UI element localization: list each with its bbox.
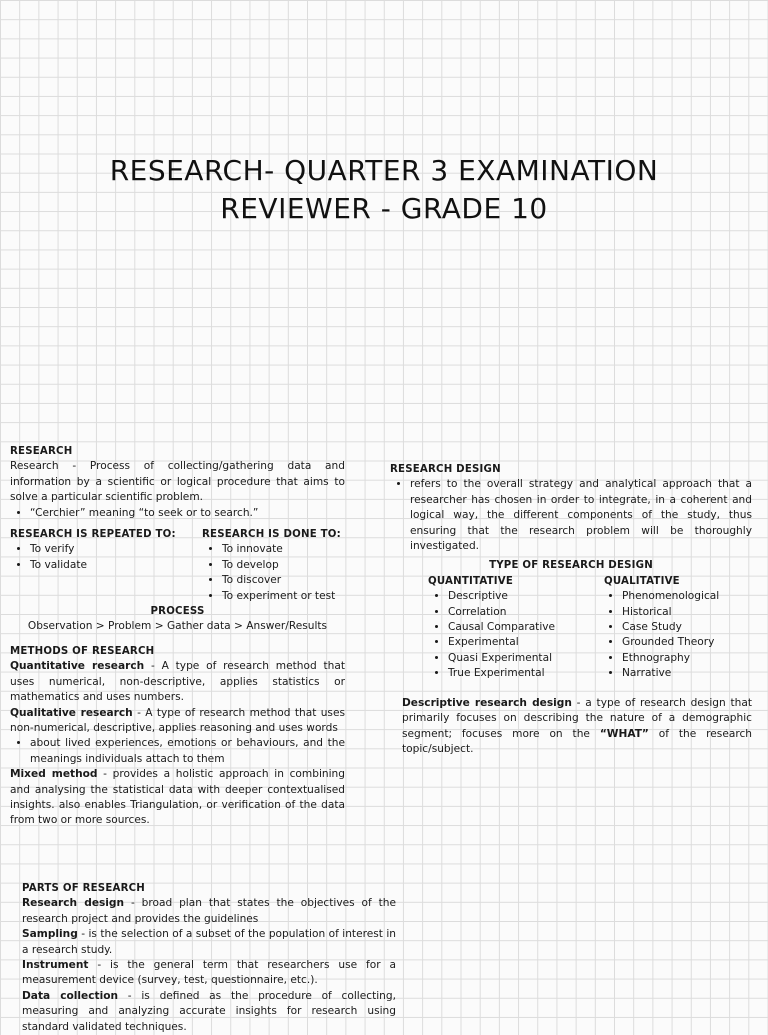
etymology-item: • “Cerchier” meaning “to seek or to search.” xyxy=(30,506,345,521)
done-list xyxy=(202,542,345,604)
parts-heading: PARTS OF RESEARCH xyxy=(22,883,146,894)
list-item: • Grounded Theory xyxy=(622,635,752,650)
qualitative-definition: - A type of research method that uses non-numerical, descriptive, applies reasoning and uses words xyxy=(10,706,345,734)
mixed-method xyxy=(10,767,345,829)
qualitative-list xyxy=(604,589,752,681)
qualitative-bullet: • about lived experiences, emotions or behaviours, and the meanings individuals attach to them xyxy=(30,736,345,767)
repeated-list xyxy=(10,542,202,573)
quantitative-heading: QUANTITATIVE xyxy=(428,575,514,587)
part-item xyxy=(22,989,396,1035)
repeated-heading: RESEARCH IS REPEATED TO: xyxy=(10,529,176,541)
list-item: • Causal Comparative xyxy=(448,620,596,635)
methods-heading: METHODS OF RESEARCH xyxy=(10,645,155,657)
list-item: • To develop xyxy=(222,558,345,573)
research-definition: Research - Process of collecting/gathering data and information by a scientific or logical procedure that aims to solve a particular scientific problem. xyxy=(10,460,345,504)
page-title xyxy=(0,152,768,228)
part-definition: - is the general term that researchers use for a measurement device (survey, test, questionnaire, etc.). xyxy=(22,959,396,987)
list-item: • Experimental xyxy=(448,635,596,650)
part-item xyxy=(22,958,396,989)
descriptive-definition-2: of the research topic/subject. xyxy=(402,727,752,755)
list-item: • Quasi Experimental xyxy=(448,651,596,666)
design-bullet-list xyxy=(390,477,752,554)
part-term: Data collection xyxy=(22,989,119,1002)
part-term: Sampling xyxy=(22,928,78,941)
parts-section xyxy=(22,881,396,1033)
etymology-list xyxy=(10,506,345,521)
process-heading: PROCESS xyxy=(150,606,205,618)
mixed-definition: - provides a holistic approach in combining and analysing the statistical data with deeper contextualised insights. also enables Triangulation, or verification of the data from two or more sources. xyxy=(10,768,345,827)
descriptive-what: “WHAT” xyxy=(599,727,649,740)
part-term: Instrument xyxy=(22,959,89,972)
list-item: • To discover xyxy=(222,573,345,588)
design-types-columns xyxy=(390,574,752,682)
part-item xyxy=(22,896,396,927)
list-item: • Historical xyxy=(622,605,752,620)
qualitative-heading: QUALITATIVE xyxy=(604,575,680,587)
list-item: • Phenomenological xyxy=(622,589,752,604)
research-heading: RESEARCH xyxy=(10,446,73,457)
qualitative-method xyxy=(10,706,345,737)
descriptive-definition-1: - a type of research design that primarily focuses on describing the nature of a demographic segment; focuses more on the xyxy=(402,696,752,740)
list-item: • To verify xyxy=(30,542,202,557)
design-bullet: • refers to the overall strategy and analytical approach that a researcher has chosen in order to integrate, in a coherent and logical way, the different components of the study, thus ensuring that the research problem will be thoroughly investigated. xyxy=(410,477,752,554)
mixed-term: Mixed method xyxy=(10,768,98,781)
quantitative-list xyxy=(428,589,596,681)
quantitative-method xyxy=(10,659,345,705)
qualitative-bullet-list xyxy=(10,736,345,767)
part-definition: - is defined as the procedure of collecting, measuring and analyzing accurate insights for research using standard validated techniques. xyxy=(22,989,396,1033)
qualitative-term: Qualitative research xyxy=(10,706,133,719)
quantitative-term: Quantitative research xyxy=(10,660,145,673)
list-item: • Narrative xyxy=(622,666,752,681)
part-definition: - broad plan that states the objectives of the research project and provides the guidelines xyxy=(22,897,396,925)
qualitative-column xyxy=(596,574,752,682)
research-design-section xyxy=(390,462,752,757)
done-column xyxy=(202,527,345,604)
list-item: • Ethnography xyxy=(622,651,752,666)
descriptive-term: Descriptive research design xyxy=(402,696,572,709)
research-section xyxy=(10,444,345,829)
design-heading: RESEARCH DESIGN xyxy=(390,464,501,475)
quantitative-definition: - A type of research method that uses numerical, non-descriptive, applies statistics or mathematics and uses numbers. xyxy=(10,660,345,704)
list-item: • Descriptive xyxy=(448,589,596,604)
list-item: • To validate xyxy=(30,558,202,573)
part-item xyxy=(22,927,396,958)
research-purpose-columns xyxy=(10,527,345,604)
part-definition: - is the selection of a subset of the population of interest in a research study. xyxy=(22,928,396,956)
part-term: Research design xyxy=(22,897,125,910)
list-item: • To experiment or test xyxy=(222,589,345,604)
types-heading: TYPE OF RESEARCH DESIGN xyxy=(489,560,653,572)
list-item: • Case Study xyxy=(622,620,752,635)
done-heading: RESEARCH IS DONE TO: xyxy=(202,529,341,541)
list-item: • True Experimental xyxy=(448,666,596,681)
process-text: Observation > Problem > Gather data > Answer/Results xyxy=(27,620,328,633)
descriptive-design xyxy=(390,696,752,758)
title-line-1: RESEARCH- QUARTER 3 EXAMINATION xyxy=(109,154,659,187)
list-item: • To innovate xyxy=(222,542,345,557)
list-item: • Correlation xyxy=(448,605,596,620)
repeated-column xyxy=(10,527,202,604)
title-line-2: REVIEWER - GRADE 10 xyxy=(220,192,548,225)
quantitative-column xyxy=(390,574,596,682)
